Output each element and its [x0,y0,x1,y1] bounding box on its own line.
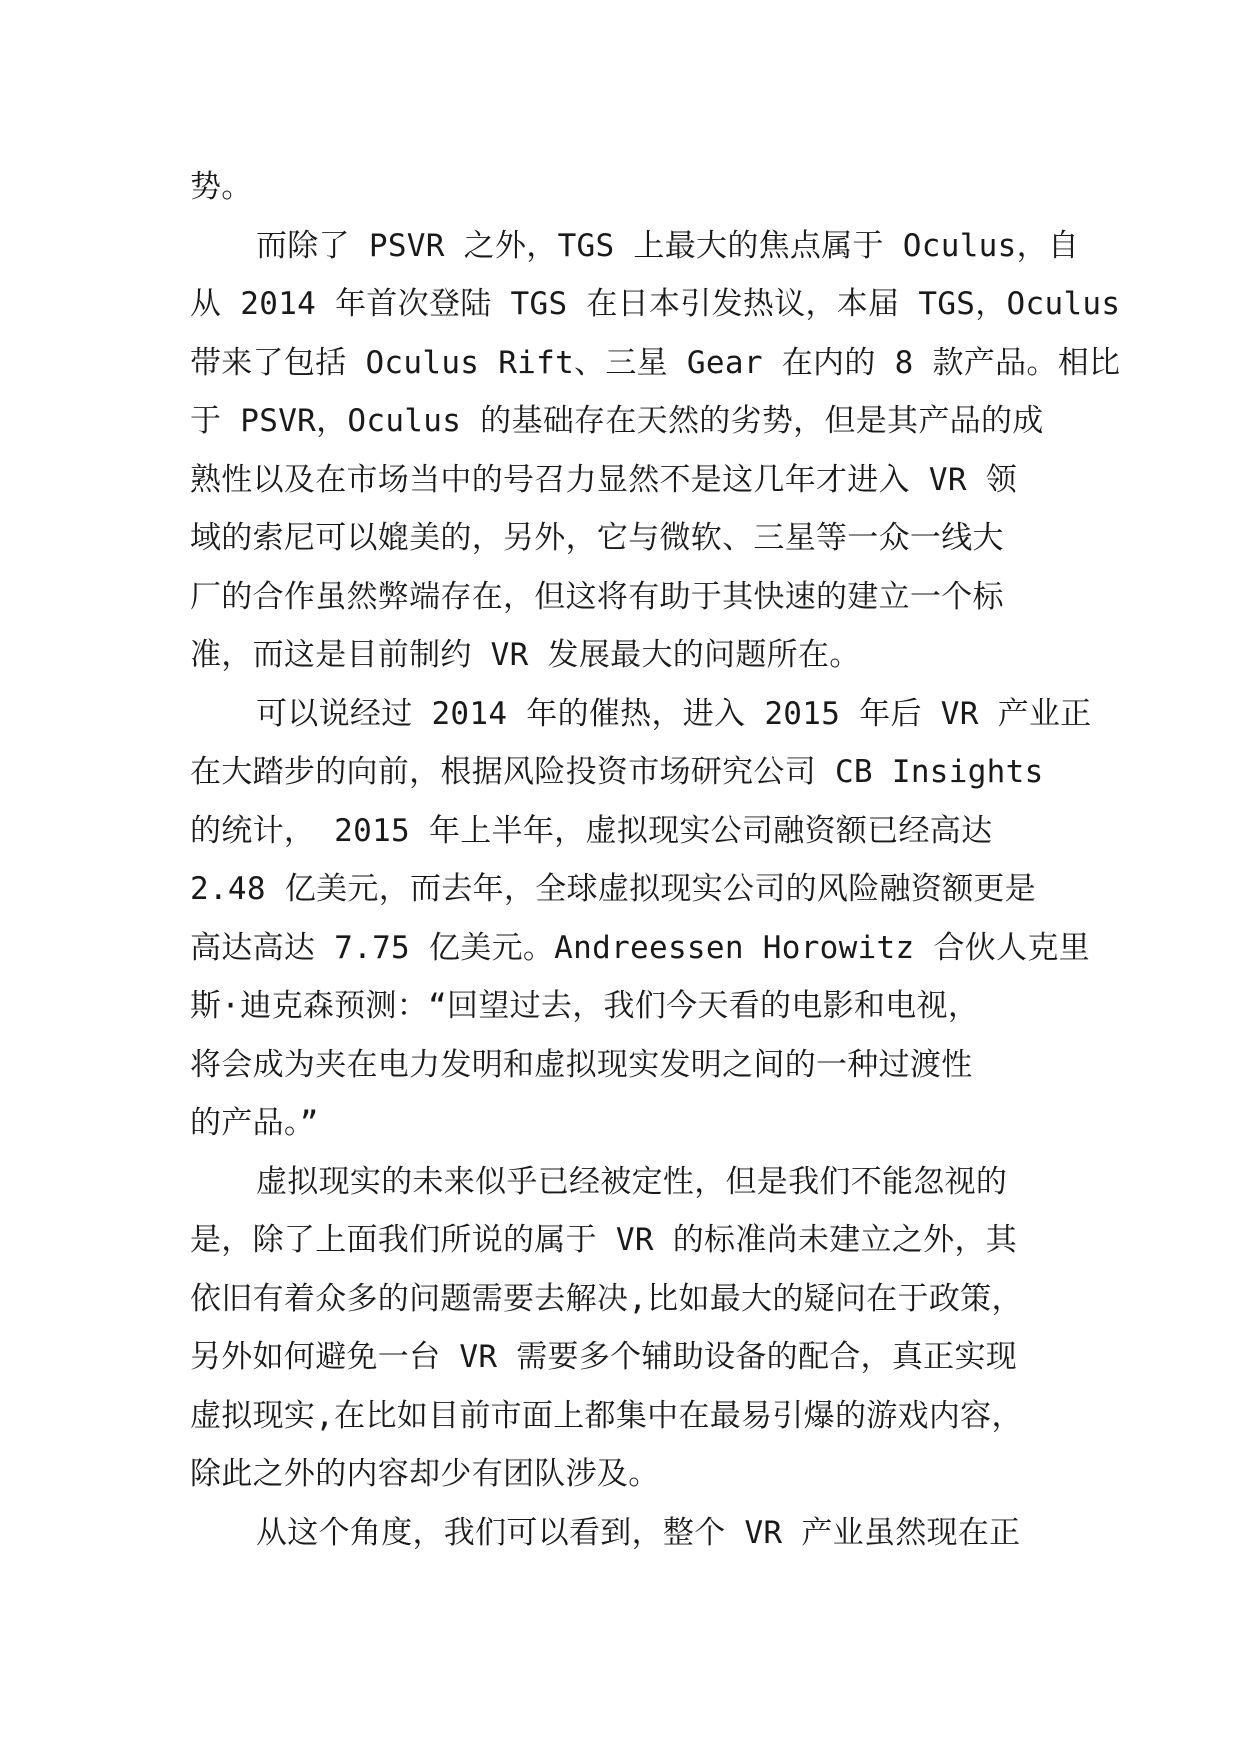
paragraph-first-line: 而除了 PSVR 之外，TGS 上最大的焦点属于 Oculus，自 [256,227,1080,264]
text-line: 在大踏步的向前，根据风险投资市场研究公司 CB Insights [190,754,1044,790]
paragraph-first-line: 从这个角度，我们可以看到，整个 VR 产业虽然现在正 [256,1514,1021,1551]
paragraph-first-line: 可以说经过 2014 年的催热，进入 2015 年后 VR 产业正 [256,695,1092,732]
text-line: 厂的合作虽然弊端存在，但这将有助于其快速的建立一个标 [190,578,1004,615]
text-line: 除此之外的内容却少有团队涉及。 [190,1456,660,1492]
text-line: 依旧有着众多的问题需要去解决,比如最大的疑问在于政策， [190,1280,1023,1317]
text-line: 是，除了上面我们所说的属于 VR 的标准尚未建立之外，其 [190,1222,1018,1258]
text-line: 另外如何避免一台 VR 需要多个辅助设备的配合，真正实现 [190,1339,1018,1375]
text-line: 带来了包括 Oculus Rift、三星 Gear 在内的 8 款产品。相比 [190,344,1121,381]
text-line: 于 PSVR，Oculus 的基础存在天然的劣势，但是其产品的成 [190,403,1044,439]
text-line: 熟性以及在市场当中的号召力显然不是这几年才进入 VR 领 [190,461,1018,498]
text-line: 势。 [190,169,253,205]
text-line: 的统计， 2015 年上半年，虚拟现实公司融资额已经高达 [190,812,993,849]
text-line: 的产品。” [190,1105,319,1141]
paragraph-first-line: 虚拟现实的未来似乎已经被定性，但是我们不能忽视的 [256,1163,1008,1200]
text-line: 2.48 亿美元，而去年，全球虚拟现实公司的风险融资额更是 [190,871,1037,907]
text-line: 将会成为夹在电力发明和虚拟现实发明之间的一种过渡性 [190,1046,973,1083]
text-line: 从 2014 年首次登陆 TGS 在日本引发热议，本届 TGS，Oculus [190,286,1121,322]
text-line: 斯·迪克森预测：“回望过去，我们今天看的电影和电视， [190,988,980,1024]
body-text [190,158,1121,1562]
text-line: 高达高达 7.75 亿美元。Andreessen Horowitz 合伙人克里 [190,929,1090,966]
text-line: 准，而这是目前制约 VR 发展最大的问题所在。 [190,637,861,673]
text-line: 虚拟现实,在比如目前市面上都集中在最易引爆的游戏内容， [190,1397,1023,1434]
text-line: 域的索尼可以媲美的，另外，它与微软、三星等一众一线大 [190,520,1004,556]
